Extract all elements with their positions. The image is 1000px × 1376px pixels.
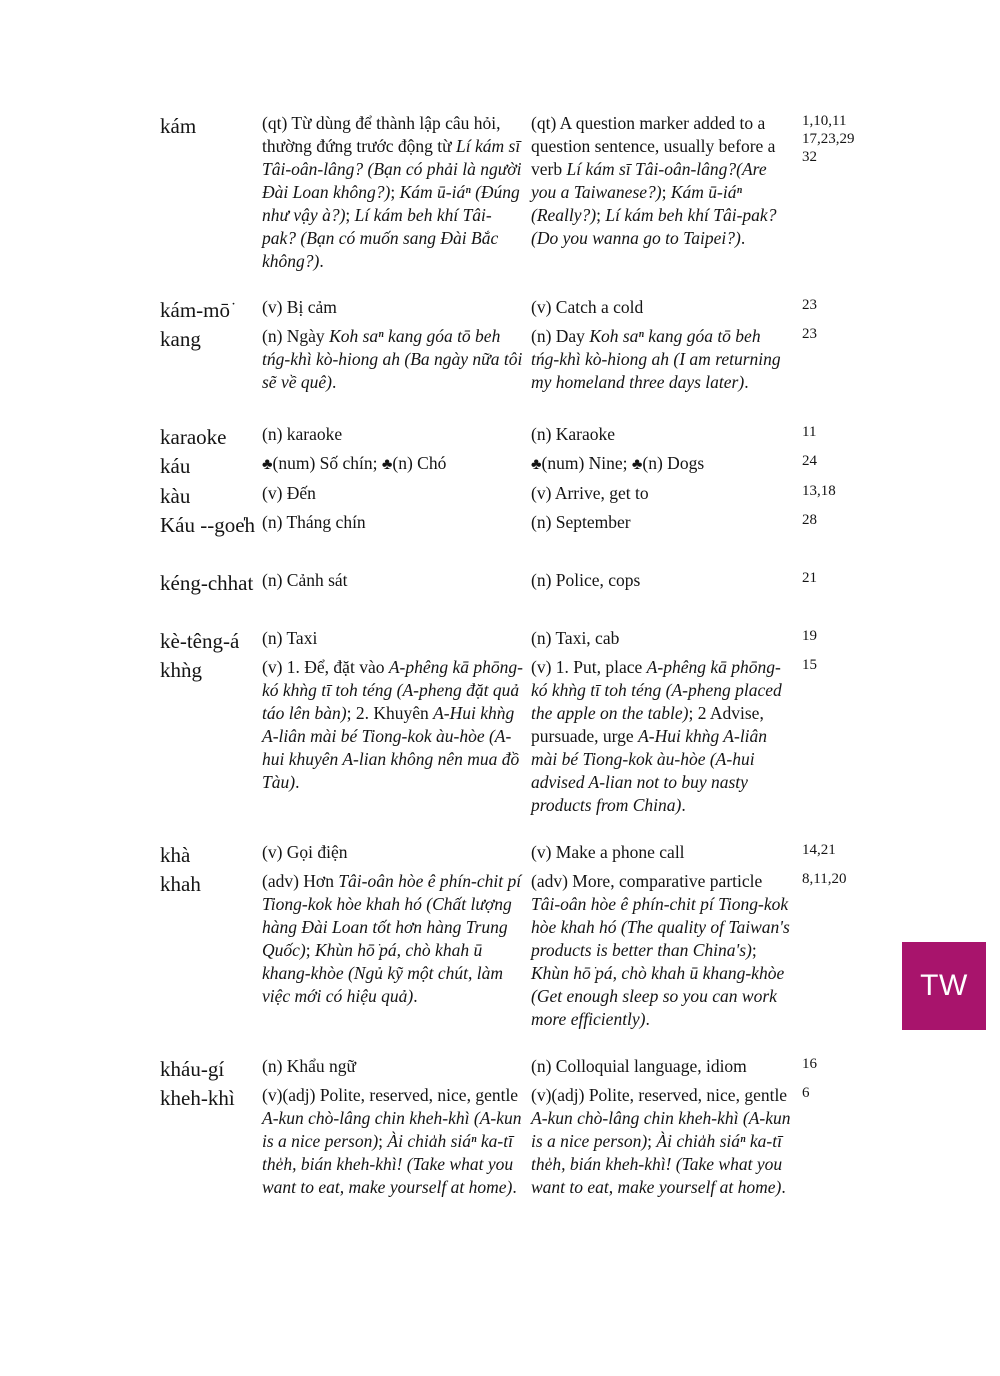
- definition-text: ;: [345, 205, 355, 225]
- definition-text: .: [781, 1177, 786, 1197]
- definition-text: (v) Make a phone call: [531, 842, 685, 862]
- vietnamese-definition: [262, 627, 524, 650]
- english-definition: [531, 1084, 793, 1199]
- club-icon: ♣: [631, 456, 643, 473]
- english-definition: [531, 841, 793, 864]
- example-sentence: A-kun chò-lâng chin kheh-khì (A-kun is a nice person): [262, 1108, 522, 1151]
- english-definition: [531, 511, 793, 534]
- lesson-ref: 24: [802, 453, 817, 469]
- lesson-references: [802, 482, 882, 500]
- lesson-ref: 32: [802, 149, 817, 165]
- example-sentence: A-phêng kā phōng-kó khǹg tī toh téng (A-pheng placed the apple on the table): [531, 657, 782, 723]
- vietnamese-definition: [262, 423, 524, 446]
- definition-text: (n) Ngày: [262, 326, 330, 346]
- vietnamese-definition: [262, 1084, 524, 1199]
- english-definition: [531, 452, 793, 476]
- definition-text: (v) 1. Put, place: [531, 657, 647, 677]
- definition-text: (adv) Hơn: [262, 871, 339, 891]
- english-definition: [531, 627, 793, 650]
- definition-text: ;: [390, 182, 400, 202]
- definition-text: (adv) More, comparative particle: [531, 871, 763, 891]
- definition-text: (n) karaoke: [262, 424, 343, 444]
- english-definition: [531, 1055, 793, 1078]
- english-definition: [531, 423, 793, 446]
- definition-text: ;: [596, 205, 606, 225]
- example-sentence: Kám ū-iáⁿ (Đúng như vậy à?): [262, 182, 520, 225]
- headword: khah: [160, 872, 201, 896]
- vietnamese-definition: [262, 511, 524, 534]
- definition-text: (n) Colloquial language, idiom: [531, 1056, 747, 1076]
- example-sentence: A-Hui khǹg A-liân mài bé Tiong-kok àu-hòe (A-hui khuyên A-lian không nên mua đồ Tàu): [262, 703, 520, 792]
- headword: kám: [160, 114, 197, 138]
- section-tab-tw: [902, 942, 986, 1030]
- definition-text: .: [645, 1009, 650, 1029]
- vietnamese-definition: [262, 112, 524, 273]
- lesson-references: [802, 452, 882, 470]
- lesson-ref: 16: [802, 1056, 817, 1072]
- lesson-references: [802, 569, 882, 587]
- english-definition: [531, 569, 793, 592]
- lesson-references: [802, 423, 882, 441]
- english-definition: [531, 112, 793, 250]
- definition-text: ;: [661, 182, 671, 202]
- example-sentence: Kám ū-iáⁿ (Really?): [531, 182, 742, 225]
- definition-text: (n) Day: [531, 326, 590, 346]
- definition-text: (n) Dogs: [642, 453, 705, 473]
- lesson-ref: 21: [802, 570, 817, 586]
- lesson-ref: 6: [802, 1085, 810, 1101]
- definition-text: (v)(adj) Polite, reserved, nice, gentle: [531, 1085, 788, 1105]
- lesson-references: [802, 325, 882, 343]
- definition-text: (v) Catch a cold: [531, 297, 644, 317]
- english-definition: [531, 870, 793, 1031]
- vietnamese-definition: [262, 482, 524, 505]
- example-sentence: A-Hui khǹg A-liân mài bé Tiong-kok àu-hòe (A-hui advised A-lian not to buy nasty products from China): [531, 726, 768, 815]
- headword: kháu-gí: [160, 1057, 225, 1081]
- example-sentence: Lí kám sī Tâi-oân-lâng?(Are you a Taiwanese?): [531, 159, 767, 202]
- lesson-ref: 17,23,29: [802, 131, 855, 147]
- headword: kang: [160, 327, 201, 351]
- definition-text: (n) Khẩu ngữ: [262, 1056, 357, 1076]
- lesson-references: [802, 1084, 882, 1102]
- vietnamese-definition: [262, 841, 524, 864]
- english-definition: [531, 325, 793, 394]
- lesson-ref: 15: [802, 657, 817, 673]
- definition-text: (v)(adj) Polite, reserved, nice, gentle: [262, 1085, 519, 1105]
- headword: kheh-khì: [160, 1086, 235, 1110]
- lesson-references: [802, 511, 882, 529]
- headword: káu: [160, 454, 191, 478]
- example-sentence: Tâi-oân hòe ê phín-chit pí Tiong-kok hòe khah hó (The quality of Taiwan's products is better than China's): [531, 894, 790, 960]
- definition-text: (n) September: [531, 512, 631, 532]
- english-definition: [531, 656, 793, 817]
- definition-text: (qt) A question marker added to a question sentence, usually before a verb: [531, 113, 776, 179]
- example-sentence: Ài chia̍h siáⁿ ka-tī the̍h, bián kheh-khì! (Take what you want to eat, make yourself at home): [531, 1131, 783, 1197]
- definition-text: (n) Taxi: [262, 628, 318, 648]
- example-sentence: Khùn hō͘ pá, chò khah ū khang-khòe (Ngủ kỹ một chút, làm việc mới có hiệu quả): [262, 940, 504, 1006]
- definition-text: (v) Đến: [262, 483, 316, 503]
- vietnamese-definition: [262, 296, 524, 319]
- definition-text: (v) Gọi điện: [262, 842, 348, 862]
- club-icon: ♣: [531, 456, 542, 473]
- definition-text: (v) Bị cảm: [262, 297, 337, 317]
- definition-text: .: [740, 228, 746, 248]
- lesson-references: [802, 656, 882, 674]
- definition-text: .: [512, 1177, 517, 1197]
- definition-text: .: [744, 372, 749, 392]
- headword: karaoke: [160, 425, 227, 449]
- headword: kàu: [160, 484, 191, 508]
- definition-text: (n) Karaoke: [531, 424, 616, 444]
- example-sentence: A-kun chò-lâng chin kheh-khì (A-kun is a nice person): [531, 1108, 791, 1151]
- lesson-ref: 1,10,11: [802, 113, 847, 129]
- lesson-references: [802, 1055, 882, 1073]
- lesson-references: [802, 627, 882, 645]
- headword: Káu --goe̍h: [160, 513, 256, 537]
- definition-text: (v) Arrive, get to: [531, 483, 649, 503]
- english-definition: [531, 482, 793, 505]
- lesson-ref: 8,11,20: [802, 871, 847, 887]
- vietnamese-definition: [262, 325, 524, 394]
- lesson-ref: 23: [802, 297, 817, 313]
- lesson-references: [802, 870, 882, 888]
- headword: kè-têng-á: [160, 629, 240, 653]
- definition-text: (qt) Từ dùng để thành lập câu hỏi, thường đứng trước động từ: [262, 113, 501, 156]
- example-sentence: Koh saⁿ kang góa tō beh tńg-khì kò-hiong ah (Ba ngày nữa tôi sẽ về quê): [262, 326, 523, 392]
- lesson-ref: 19: [802, 628, 817, 644]
- definition-text: .: [331, 372, 337, 392]
- example-sentence: Lí kám beh khí Tâi-pak? (Bạn có muốn sang Đài Bắc không?): [262, 205, 499, 271]
- definition-text: ; 2 Advise, pursuade, urge: [531, 703, 764, 746]
- club-icon: ♣: [262, 456, 273, 473]
- example-sentence: Tâi-oân hòe ê phín-chit pí Tiong-kok hòe khah hó (Chất lượng hàng Đài Loan tốt hơn hàng Trung Quốc): [262, 871, 522, 960]
- lesson-ref: 11: [802, 424, 817, 440]
- lesson-ref: 14,21: [802, 842, 836, 858]
- definition-text: .: [681, 795, 686, 815]
- lesson-ref: 28: [802, 512, 817, 528]
- vietnamese-definition: [262, 452, 524, 476]
- headword: kám-mō͘: [160, 298, 230, 322]
- example-sentence: Koh saⁿ kang góa tō beh tńg-khì kò-hiong ah (I am returning my homeland three days later): [531, 326, 781, 392]
- definition-text: ; 2. Khuyên: [346, 703, 434, 723]
- vietnamese-definition: [262, 569, 524, 592]
- lesson-references: [802, 296, 882, 314]
- definition-text: ;: [305, 940, 315, 960]
- definition-text: (n) Cảnh sát: [262, 570, 348, 590]
- definition-text: .: [413, 986, 418, 1006]
- definition-text: (n) Police, cops: [531, 570, 641, 590]
- lesson-ref: 13,18: [802, 483, 836, 499]
- english-definition: [531, 296, 793, 319]
- example-sentence: Ài chia̍h siáⁿ ka-tī the̍h, bián kheh-khì! (Take what you want to eat, make yourself at home): [262, 1131, 514, 1197]
- lesson-references: [802, 112, 882, 166]
- headword: kéng-chhat: [160, 571, 254, 595]
- definition-text: (n) Chó: [392, 453, 447, 473]
- definition-text: (num) Nine;: [541, 453, 632, 473]
- club-icon: ♣: [381, 456, 393, 473]
- section-tab-label: TW: [920, 969, 968, 1002]
- definition-text: ;: [751, 940, 757, 960]
- example-sentence: Lí kám sī Tâi-oân-lâng? (Bạn có phải là người Đài Loan không?): [262, 136, 522, 202]
- lesson-ref: 23: [802, 326, 817, 342]
- definition-text: .: [295, 772, 300, 792]
- headword: khà: [160, 843, 191, 867]
- definition-text: ;: [647, 1131, 657, 1151]
- definition-text: (v) 1. Để, đặt vào: [262, 657, 389, 677]
- headword: khǹg: [160, 658, 202, 682]
- example-sentence: A-phêng kā phōng-kó khǹg tī toh téng (A-pheng đặt quả táo lên bàn): [262, 657, 523, 723]
- example-sentence: Lí kám beh khí Tâi-pak?(Do you wanna go to Taipei?): [531, 205, 777, 248]
- definition-text: (num) Số chín;: [272, 453, 382, 473]
- definition-text: ;: [378, 1131, 388, 1151]
- definition-text: (n) Tháng chín: [262, 512, 366, 532]
- vietnamese-definition: [262, 656, 524, 794]
- vietnamese-definition: [262, 870, 524, 1008]
- lesson-references: [802, 841, 882, 859]
- vietnamese-definition: [262, 1055, 524, 1078]
- definition-text: (n) Taxi, cab: [531, 628, 620, 648]
- definition-text: .: [319, 251, 324, 271]
- example-sentence: Khùn hō͘ pá, chò khah ū khang-khòe (Get enough sleep so you can work more efficiently): [531, 963, 785, 1029]
